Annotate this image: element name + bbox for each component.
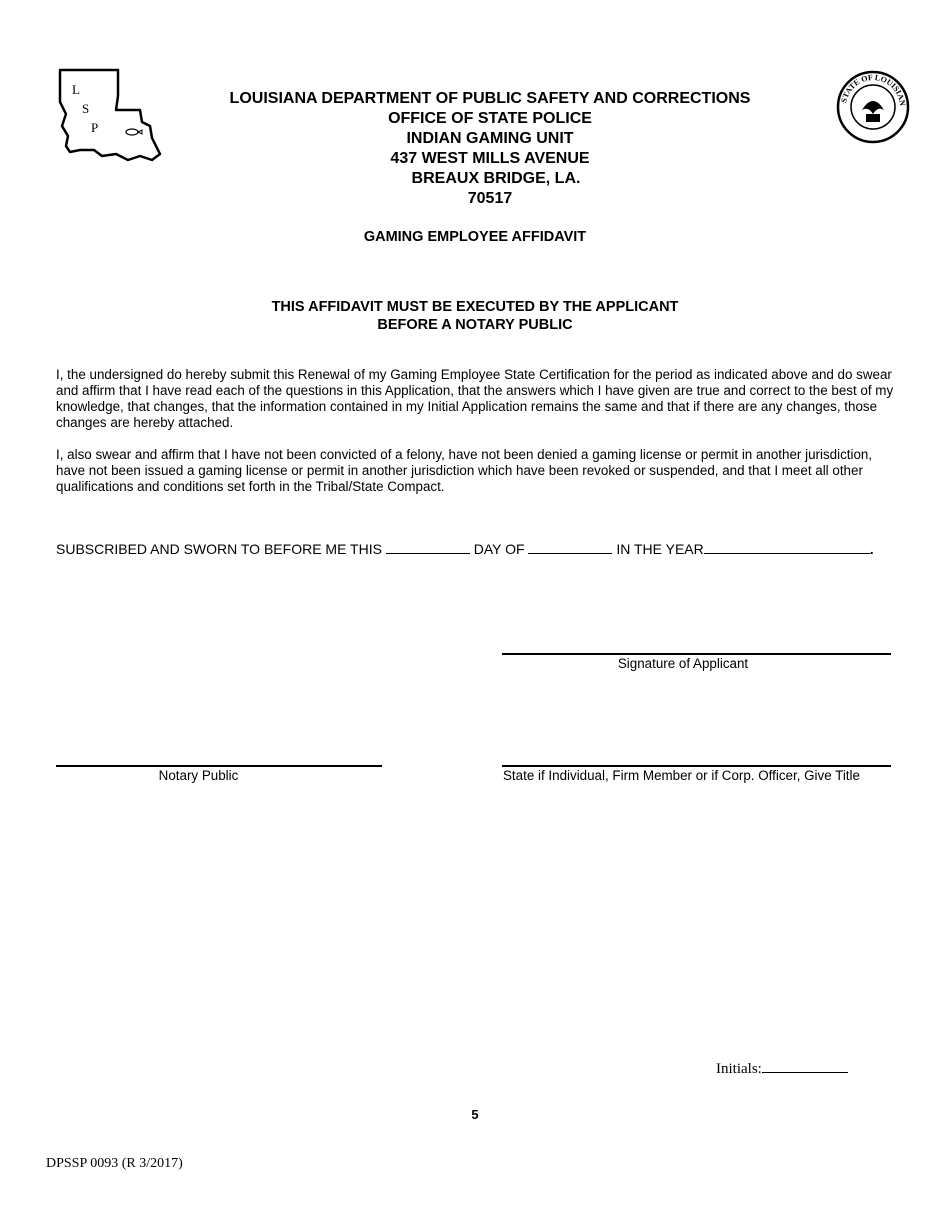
seal-text: STATE OF LOUISIAN [839, 72, 908, 107]
sworn-day-of: DAY OF [473, 541, 525, 557]
month-blank[interactable] [528, 541, 612, 554]
applicant-signature-line[interactable] [502, 653, 891, 655]
sworn-prefix: SUBSCRIBED AND SWORN TO BEFORE ME THIS [56, 541, 382, 557]
form-id: DPSSP 0093 (R 3/2017) [46, 1156, 183, 1171]
seal-icon [836, 70, 910, 144]
initials-blank[interactable] [762, 1059, 848, 1073]
header-line-street: 437 WEST MILLS AVENUE [390, 150, 590, 167]
state-seal [836, 70, 910, 144]
svg-text:STATE OF LOUISIANA [836, 70, 907, 107]
logo-letter-p: P [91, 120, 99, 135]
affidavit-paragraph-1: I, the undersigned do hereby submit this Renewal of my Gaming Employee State Certification for the period as indicated above and do swear and affirm that I have read each of the questions in this Application, that the answers which I have given are true and correct to the best of my knowledge, that changes, that the information contained in my Initial Application remains the same and that if there are any changes, those changes are hereby attached. [56, 367, 894, 430]
notary-signature-line[interactable] [56, 765, 382, 767]
header-line-zip: 70517 [467, 190, 513, 207]
header-line-unit: INDIAN GAMING UNIT [406, 130, 574, 147]
sworn-end: . [869, 541, 874, 557]
sworn-in-the-year: IN THE YEAR [616, 541, 704, 557]
page-title: GAMING EMPLOYEE AFFIDAVIT [363, 229, 587, 245]
agency-header [200, 89, 780, 209]
initials-label: Initials: [716, 1061, 762, 1077]
initials-field [716, 1059, 848, 1078]
header-line-city: BREAUX BRIDGE, LA. [411, 170, 581, 187]
day-blank[interactable] [386, 541, 470, 554]
instruction-line-1: THIS AFFIDAVIT MUST BE EXECUTED BY THE APPLICANT [271, 299, 679, 315]
sworn-statement [56, 541, 874, 557]
lsp-logo [56, 66, 164, 164]
year-blank[interactable] [704, 541, 870, 554]
louisiana-outline-icon [56, 66, 164, 164]
instruction-line-2: BEFORE A NOTARY PUBLIC [377, 317, 573, 333]
header-line-office: OFFICE OF STATE POLICE [388, 110, 592, 127]
logo-letter-s: S [82, 101, 90, 116]
affidavit-paragraph-2: I, also swear and affirm that I have not been convicted of a felony, have not been denied a gaming license or permit in another jurisdiction, have not been issued a gaming license or permit in another jurisdiction which have been revoked or suspended, and that I meet all other qualifications and conditions set forth in the Tribal/State Compact. [56, 447, 873, 494]
notary-label: Notary Public [158, 768, 239, 783]
page-number: 5 [471, 1107, 479, 1122]
title-label: State if Individual, Firm Member or if Corp. Officer, Give Title [503, 768, 860, 783]
title-signature-line[interactable] [502, 765, 891, 767]
applicant-signature-label: Signature of Applicant [617, 656, 749, 671]
header-line-agency: LOUISIANA DEPARTMENT OF PUBLIC SAFETY AND CORRECTIONS [229, 90, 751, 107]
logo-letter-l: L [72, 82, 80, 97]
